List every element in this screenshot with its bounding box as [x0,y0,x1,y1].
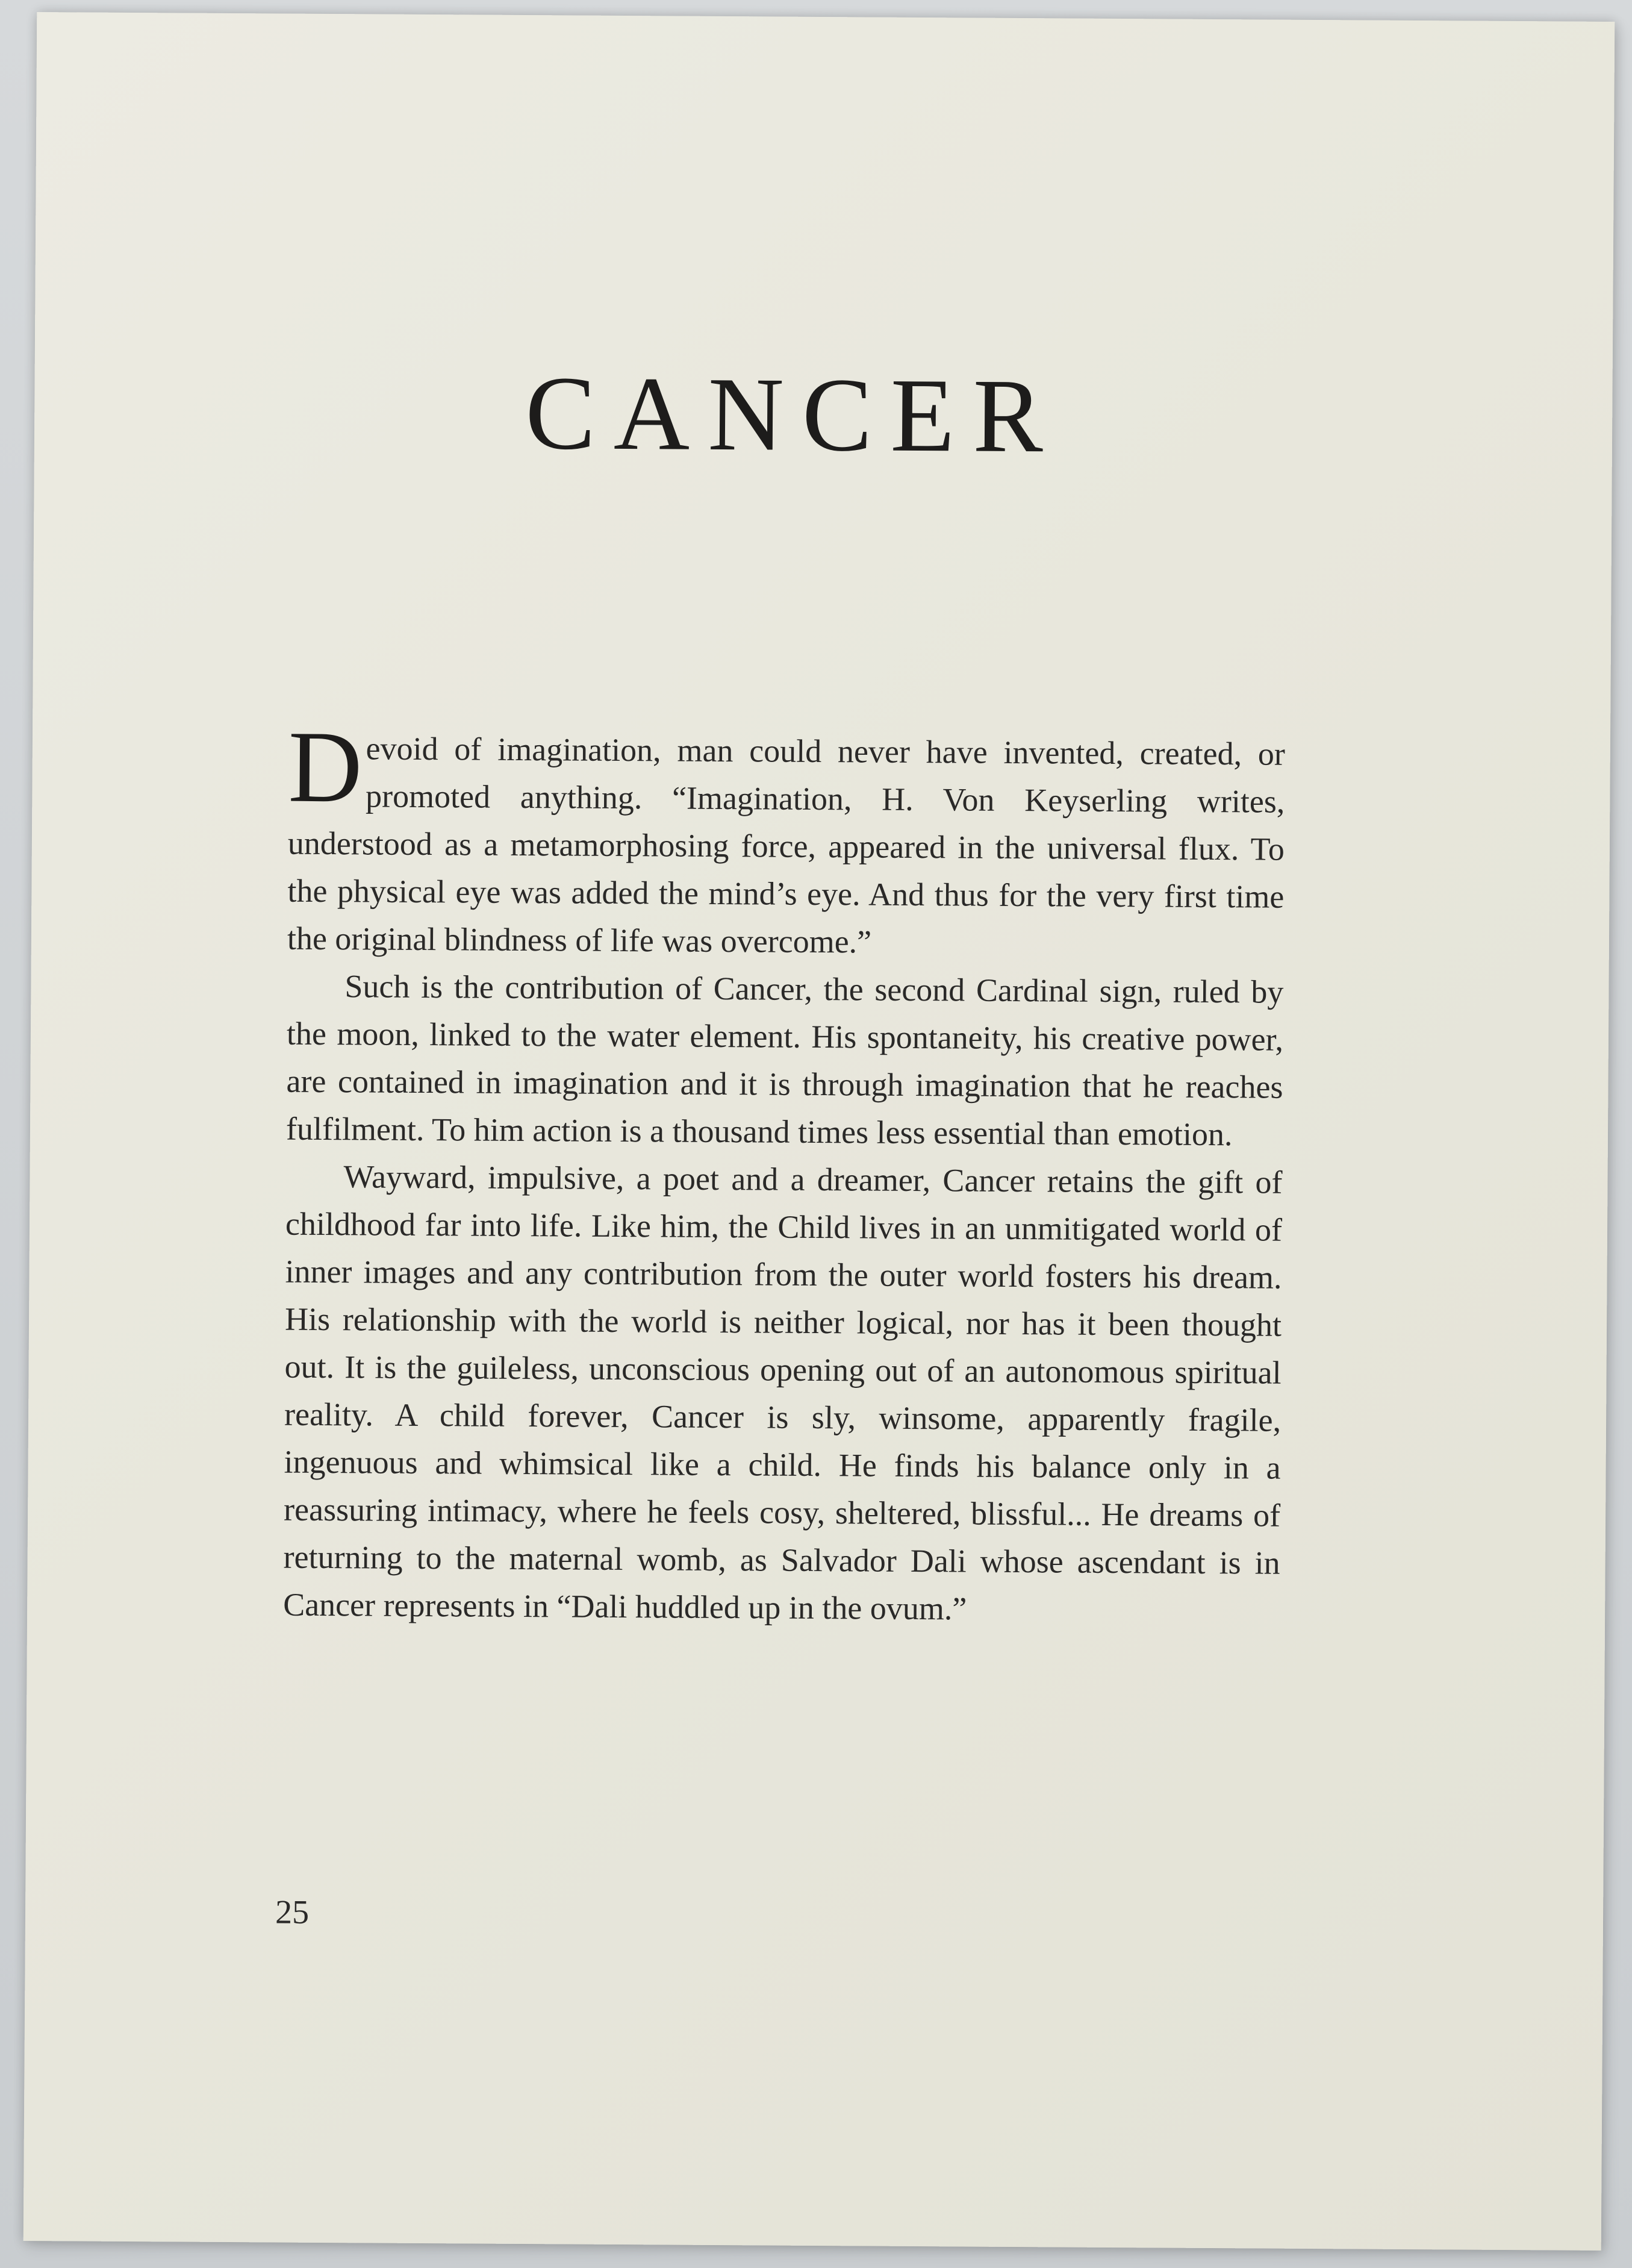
book-page [23,12,1615,2251]
paragraph-2: Such is the contribution of Cancer, the second Cardinal sign, ruled by the moon, linked to the water element. His spontaneity, his creative power, are contained in imagination and it is through imagination that he reaches fulfilment. To him action is a thousand times less essential than emotion. [285,968,1284,1153]
page-title: CANCER [525,354,1062,475]
drop-cap: D [288,710,363,824]
paragraph-3: Wayward, impulsive, a poet and a dreamer, Cancer retains the gift of childhood far into life. Like him, the Child lives in an unmitigated world of inner images and any contribution from the outer world fosters his dream. His relationship with the world is neither logical, nor has it been thought out. It is the guileless, unconscious opening out of an autonomous spiritual reality. A child forever, Cancer is sly, winsome, apparently fragile, ingenuous and whimsical like a child. He finds his balance only in a reassuring intimacy, where he feels cosy, sheltered, blissful... He dreams of returning to the maternal womb, as Salvador Dali whose ascendant is in Cancer represents in “Dali huddled up in the ovum.” [283,1158,1283,1627]
paragraph-1-text: evoid of imagination, man could never have invented, created, or promoted anything. “Imagination, H. Von Keyserling writes, understood as a metamorphosing force, appeared in the universal flux. To the physical eye was added the mind’s eye. And thus for the very first time the original blindness of life was overcome.” [287,730,1286,960]
paragraph-1 [287,710,1286,969]
page-number: 25 [275,1893,310,1931]
body-text [283,710,1286,1635]
